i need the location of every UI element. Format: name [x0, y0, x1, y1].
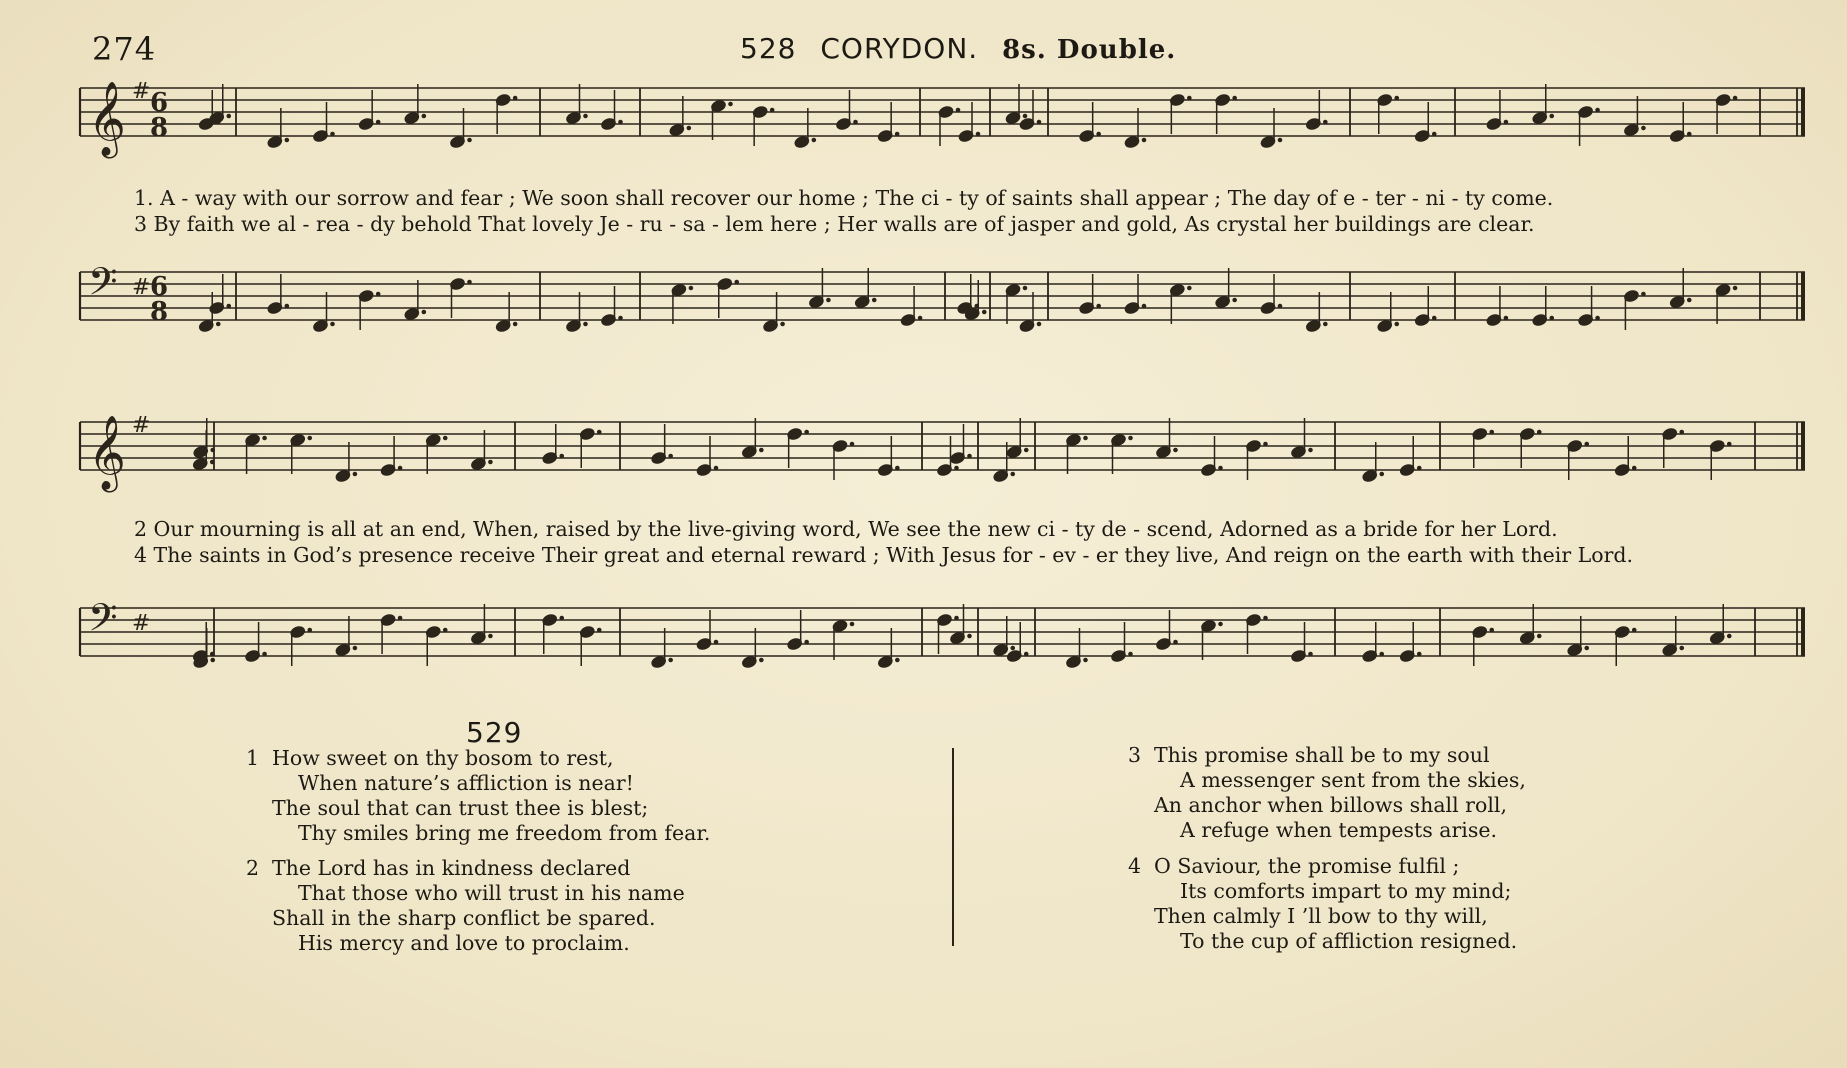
- svg-text:𝄢: 𝄢: [88, 595, 118, 649]
- stanza-line: Then calmly I ’ll bow to thy will,: [1154, 904, 1488, 928]
- stanza-line: Its comforts impart to my mind;: [1180, 879, 1512, 903]
- svg-text:#: #: [132, 275, 151, 300]
- stanza-line: His mercy and love to proclaim.: [298, 931, 630, 955]
- svg-text:6: 6: [150, 272, 169, 302]
- staff-lines: [80, 88, 1805, 656]
- meter: 8s. Double.: [1002, 35, 1177, 65]
- stanza-4: [1128, 854, 1517, 954]
- svg-text:#: #: [132, 413, 151, 438]
- svg-text:𝄞: 𝄞: [88, 416, 126, 490]
- stanza-line: 1 How sweet on thy bosom to rest,: [246, 746, 614, 770]
- hymn-number-529: 529: [466, 716, 523, 749]
- svg-text:#: #: [132, 79, 151, 104]
- lyric-verse-4: 4 The saints in God’s presence receive Their great and eternal reward ; With Jesus for - ev - er they live, And reign on the earth with their Lord.: [134, 543, 1634, 567]
- stanza-line: 3 This promise shall be to my soul: [1128, 743, 1490, 767]
- stanza-2: [246, 856, 685, 956]
- svg-text:8: 8: [150, 113, 169, 143]
- stanza-line: 2 The Lord has in kindness declared: [246, 856, 631, 880]
- page-number: 274: [92, 30, 157, 68]
- svg-text:𝄢: 𝄢: [88, 259, 118, 313]
- lyric-verse-2: 2 Our mourning is all at an end, When, raised by the live-giving word, We see the new ci - ty de - scend, Adorned as a bride for her Lord.: [134, 517, 1558, 541]
- svg-text:6: 6: [150, 88, 169, 118]
- stanza-line: A refuge when tempests arise.: [1180, 818, 1498, 842]
- stanza-line: To the cup of affliction resigned.: [1180, 929, 1518, 953]
- notes: [192, 84, 1737, 669]
- stanza-line: A messenger sent from the skies,: [1180, 768, 1526, 792]
- stanza-line: An anchor when billows shall roll,: [1154, 793, 1507, 817]
- lyric-verse-3: 3 By faith we al - rea - dy behold That lovely Je - ru - sa - lem here ; Her walls are of jasper and gold, As crystal her buildings are clear.: [134, 212, 1535, 236]
- column-divider: [952, 748, 954, 946]
- svg-text:#: #: [132, 611, 151, 636]
- tune-name: CORYDON.: [820, 32, 979, 65]
- stanza-line: Shall in the sharp conflict be spared.: [272, 906, 656, 930]
- stanza-line: The soul that can trust thee is blest;: [272, 796, 649, 820]
- barlines: [80, 88, 1803, 656]
- stanza-line: 4 O Saviour, the promise fulfil ;: [1128, 854, 1460, 878]
- stanza-1: [246, 746, 710, 846]
- stanza-3: [1128, 743, 1526, 843]
- stanza-line: When nature’s affliction is near!: [298, 771, 634, 795]
- hymn-number-528: 528: [740, 32, 797, 65]
- stanza-line: That those who will trust in his name: [298, 881, 685, 905]
- svg-text:𝄞: 𝄞: [88, 82, 126, 156]
- lyric-verse-1: 1. A - way with our sorrow and fear ; We soon shall recover our home ; The ci - ty of saints shall appear ; The day of e - ter - ni - ty come.: [134, 186, 1554, 210]
- stanza-line: Thy smiles bring me freedom from fear.: [298, 821, 711, 845]
- svg-text:8: 8: [150, 297, 169, 327]
